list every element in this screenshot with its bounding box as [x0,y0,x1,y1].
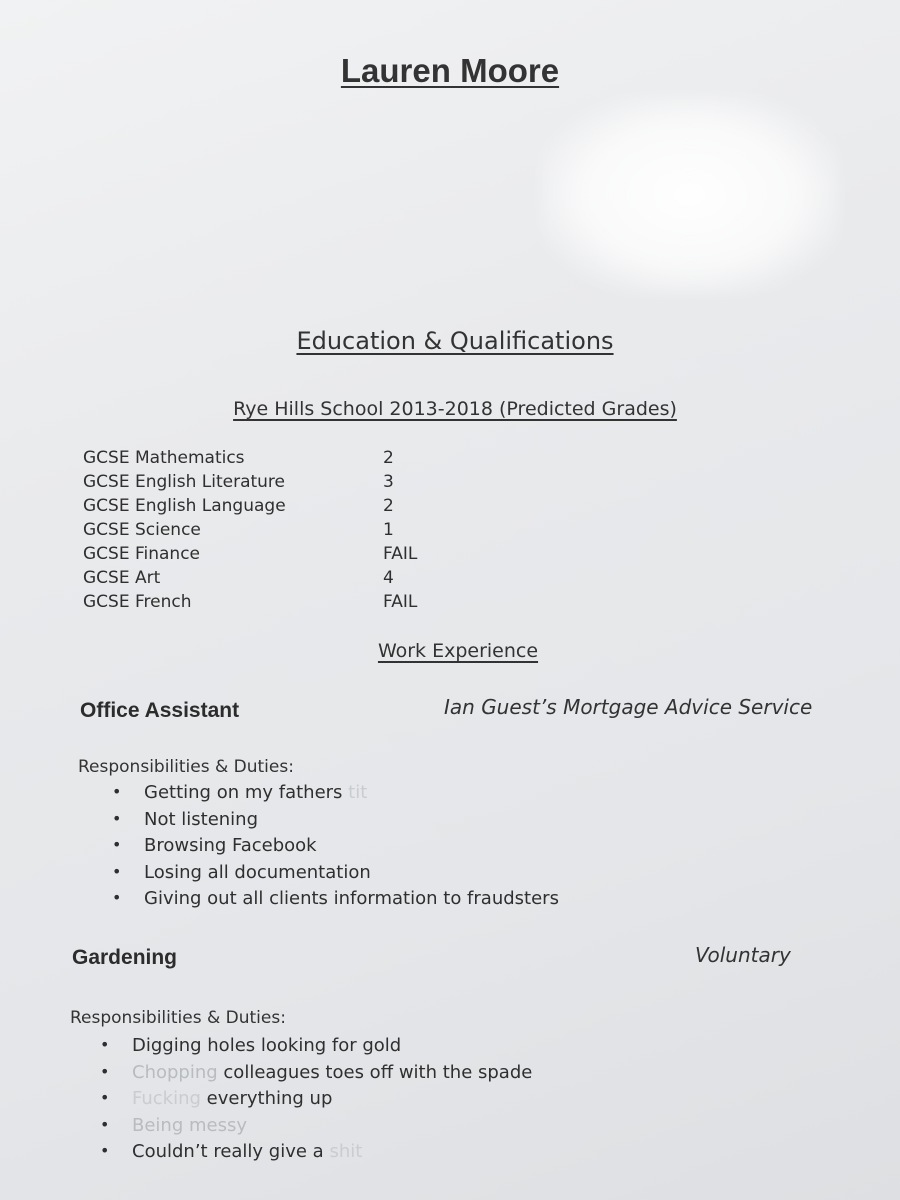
work-experience-heading: Work Experience [377,640,539,662]
job-organisation: Voluntary [695,943,791,967]
bullet-icon: • [112,888,122,907]
grade-subject: GCSE Art [83,568,161,588]
grade-row [83,496,503,520]
duty-item: • Not listening [112,808,259,830]
job-title: Office Assistant [80,699,240,722]
grade-subject: GCSE Finance [83,544,201,564]
job-title: Gardening [72,946,178,969]
grade-row [83,448,503,472]
duty-item: • Digging holes looking for gold [100,1035,402,1056]
duty-item: • Chopping colleagues toes off with the spade [100,1061,533,1083]
school-heading: Rye Hills School 2013-2018 (Predicted Grades) [233,398,677,420]
cv-name: Lauren Moore [340,52,560,89]
bullet-icon: • [100,1141,110,1160]
grade-row [83,568,503,592]
responsibilities-label: Responsibilities & Duties: [78,757,294,777]
grade-subject: GCSE French [83,592,192,612]
bullet-icon: • [100,1035,110,1054]
grade-subject: GCSE Mathematics [83,448,245,468]
grade-subject: GCSE Science [83,520,201,540]
education-heading: Education & Qualifications [296,327,614,355]
grade-value: 1 [383,520,394,540]
grade-value: 2 [383,448,394,468]
grade-value: FAIL [383,544,418,564]
grade-subject: GCSE English Language [83,496,286,516]
grade-row [83,520,503,544]
duty-item: • Giving out all clients information to fraudsters [112,888,559,909]
grade-subject: GCSE English Literature [83,472,286,492]
grade-value: 4 [383,568,394,588]
grade-value: 2 [383,496,394,516]
grade-row [83,592,503,616]
job-organisation: Ian Guest’s Mortgage Advice Service [444,695,813,719]
bullet-icon: • [112,835,122,854]
duty-item: • Couldn’t really give a shit [100,1141,363,1162]
grade-value: FAIL [383,592,418,612]
bullet-icon: • [100,1088,110,1107]
duties-list [112,782,559,915]
duty-item: • Getting on my fathers tit [112,782,368,803]
grade-row [83,472,503,496]
grade-row [83,544,503,568]
duty-item: • Fucking everything up [100,1088,333,1109]
grade-value: 3 [383,472,394,492]
duty-item: • Browsing Facebook [112,835,317,856]
duty-item: • Losing all documentation [112,861,371,883]
bullet-icon: • [112,782,122,801]
duties-list [100,1035,532,1168]
duty-item: • Being messy [100,1114,247,1136]
redacted-contact-glare [540,95,840,295]
responsibilities-label: Responsibilities & Duties: [70,1008,286,1028]
bullet-icon: • [112,861,122,881]
bullet-icon: • [100,1061,110,1081]
grades-list [83,448,503,616]
bullet-icon: • [112,808,122,828]
bullet-icon: • [100,1114,110,1134]
